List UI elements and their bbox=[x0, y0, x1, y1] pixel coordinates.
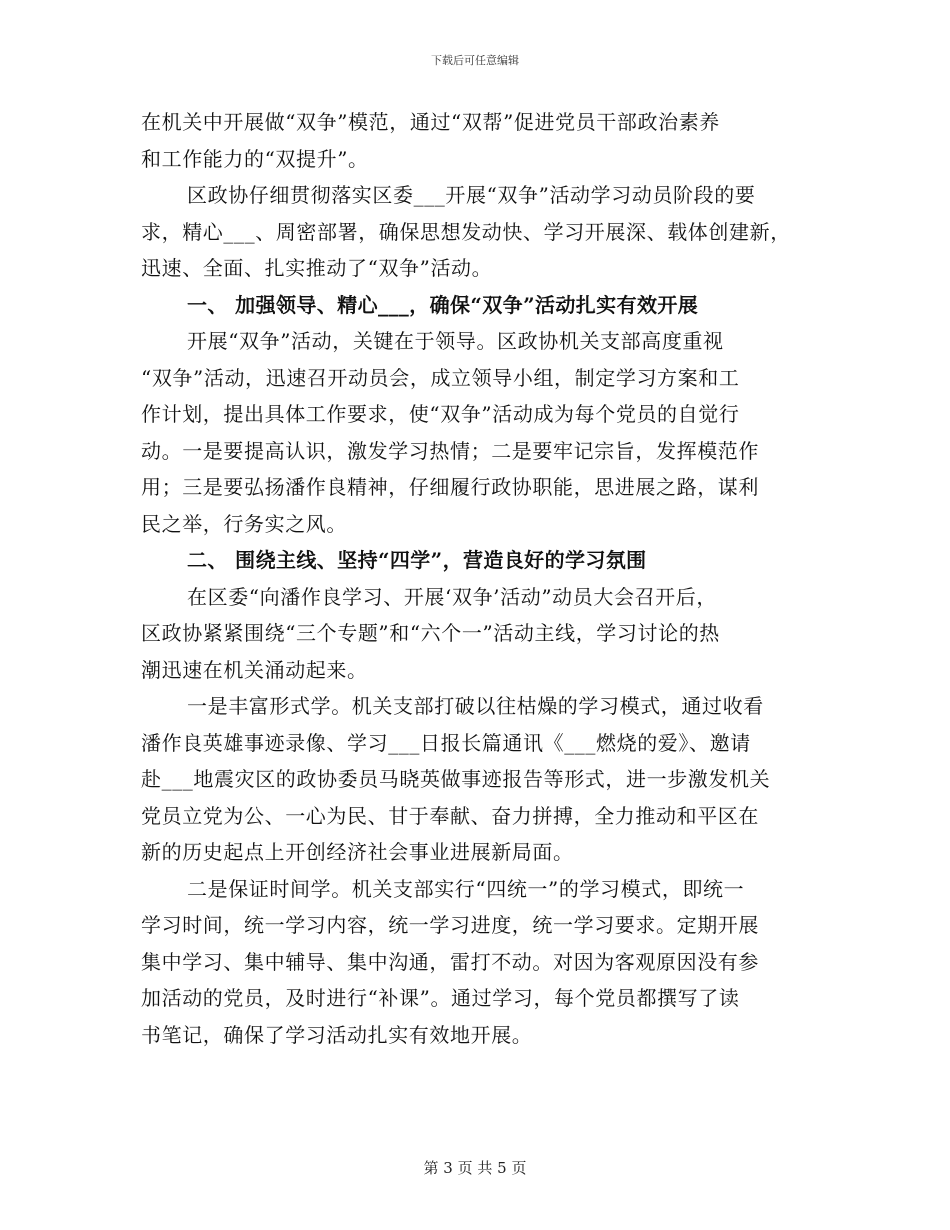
paragraph-line: 区政协紧紧围绕“三个专题”和“六个一”活动主线，学习讨论的热 bbox=[141, 621, 720, 645]
paragraph-line: 赴___地震灾区的政协委员马晓英做事迹报告等形式，进一步激发机关 bbox=[141, 767, 771, 791]
paragraph-line: 在机关中开展做“双争”模范，通过“双帮”促进党员干部政治素养 bbox=[141, 110, 720, 134]
paragraph-line: 二是保证时间学。机关支部实行“四统一”的学习模式，即统一 bbox=[187, 876, 745, 901]
paragraph-line: 书笔记，确保了学习活动扎实有效地开展。 bbox=[141, 1022, 533, 1047]
paragraph-line: 求，精心___、周密部署，确保思想发动快、学习开展深、载体创建新， bbox=[141, 219, 791, 244]
document-body bbox=[141, 104, 811, 1053]
paragraph-line: 一是丰富形式学。机关支部打破以往枯燥的学习模式，通过收看 bbox=[187, 694, 764, 718]
page-footer: 第 3 页 共 5 页 bbox=[423, 1159, 527, 1177]
paragraph-line: 集中学习、集中辅导、集中沟通，雷打不动。对因为客观原因没有参 bbox=[141, 949, 759, 974]
paragraph-line: 党员立党为公、一心为民、甘于奉献、奋力拼搏，全力推动和平区在 bbox=[141, 803, 759, 828]
page-header: 下载后可任意编辑 bbox=[431, 54, 519, 67]
paragraph-line: 用；三是要弘扬潘作良精神，仔细履行政协职能，思进展之路，谋利 bbox=[141, 475, 759, 499]
paragraph-line: 潮迅速在机关涌动起来。 bbox=[141, 657, 368, 682]
section-heading: 二、 围绕主线、坚持“四学”，营造良好的学习氛围 bbox=[187, 548, 647, 572]
paragraph-line: 学习时间，统一学习内容，统一学习进度，统一学习要求。定期开展 bbox=[141, 913, 759, 937]
paragraph-line: 动。一是要提高认识，激发学习热情；二是要牢记宗旨，发挥模范作 bbox=[141, 438, 759, 463]
paragraph-line: 和工作能力的“双提升”。 bbox=[141, 146, 369, 171]
paragraph-line: 民之举，行务实之风。 bbox=[141, 511, 347, 536]
paragraph-line: 迅速、全面、扎实推动了“双争”活动。 bbox=[141, 256, 493, 280]
paragraph-line: 新的历史起点上开创经济社会事业进展新局面。 bbox=[141, 840, 574, 864]
paragraph-line: 在区委“向潘作良学习、开展‘双争’活动”动员大会召开后， bbox=[187, 584, 717, 609]
paragraph-line: “双争”活动，迅速召开动员会，成立领导小组，制定学习方案和工 bbox=[141, 365, 740, 390]
paragraph-line: 区政协仔细贯彻落实区委___开展“双争”活动学习动员阶段的要 bbox=[187, 183, 756, 207]
paragraph-line: 作计划，提出具体工作要求，使“双争”活动成为每个党员的自觉行 bbox=[141, 402, 740, 426]
paragraph-line: 潘作良英雄事迹录像、学习___日报长篇通讯《___燃烧的爱》、邀请 bbox=[141, 730, 751, 755]
section-heading: 一、 加强领导、精心___，确保“双争”活动扎实有效开展 bbox=[187, 292, 699, 317]
paragraph-line: 开展“双争”活动，关键在于领导。区政协机关支部高度重视 bbox=[187, 329, 724, 353]
paragraph-line: 加活动的党员，及时进行“补课”。通过学习，每个党员都撰写了读 bbox=[141, 986, 740, 1010]
